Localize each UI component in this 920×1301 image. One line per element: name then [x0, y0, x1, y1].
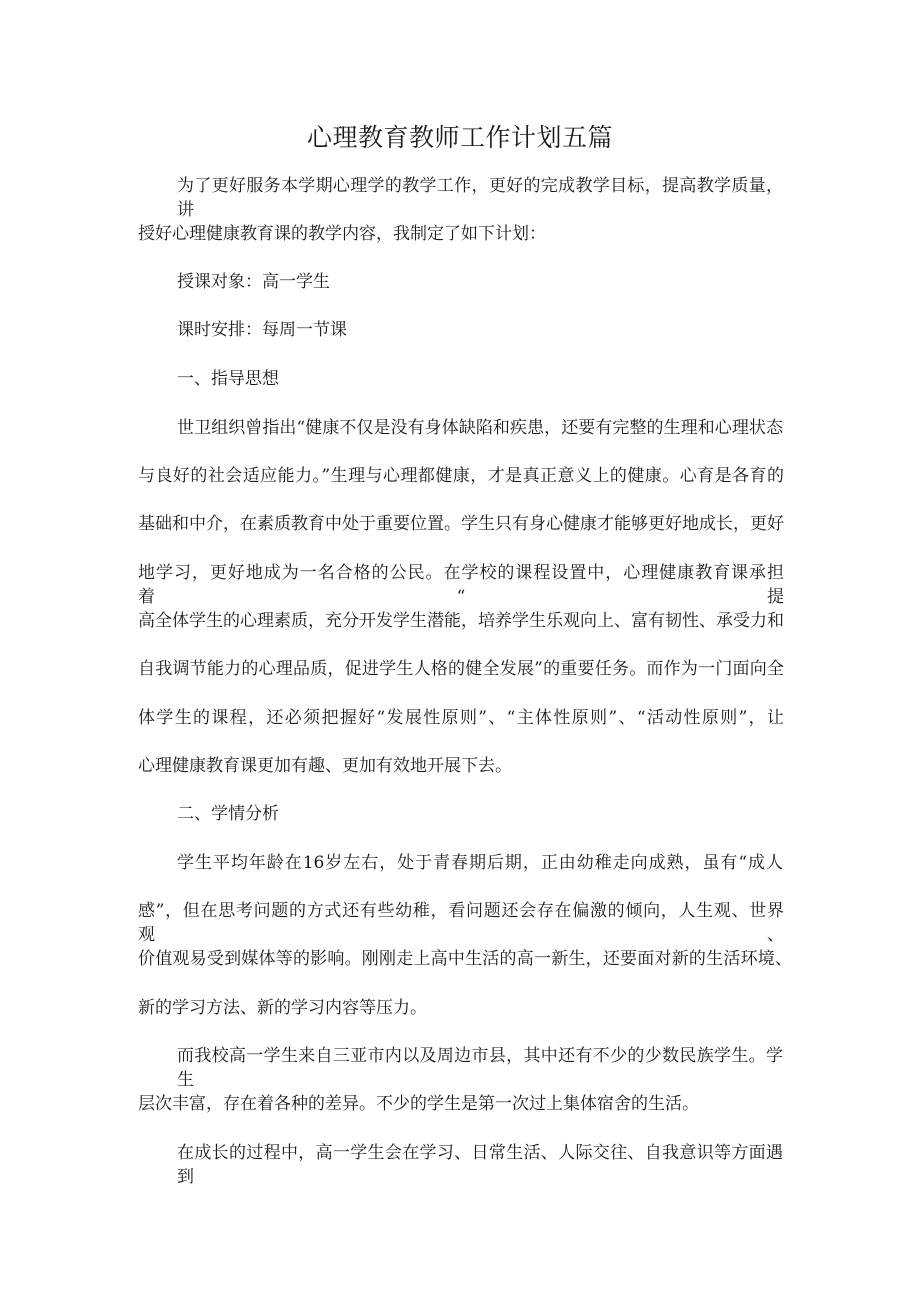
paragraph-line: 感”，但在思考问题的方式还有些幼稚，看问题还会存在偏激的倾向，人生观、世界观、	[138, 901, 784, 945]
paragraph-line: 学生平均年龄在16岁左右，处于青春期后期，正由幼稚走向成熟，虽有“成人	[177, 853, 783, 873]
paragraph-line: 为了更好服务本学期心理学的教学工作，更好的完成教学目标，提高教学质量，讲	[177, 176, 783, 220]
course-target-line: 授课对象：高一学生	[177, 272, 330, 292]
paragraph-line: 与良好的社会适应能力。”生理与心理都健康，才是真正意义上的健康。心育是各育的	[138, 466, 784, 486]
paragraph-line: 新的学习方法、新的学习内容等压力。	[138, 998, 427, 1018]
paragraph-line: 在成长的过程中，高一学生会在学习、日常生活、人际交往、自我意识等方面遇到	[177, 1143, 783, 1187]
paragraph-line: 地学习，更好地成为一名合格的公民。在学校的课程设置中，心理健康教育课承担着“提	[138, 563, 784, 607]
paragraph-line: 授好心理健康教育课的教学内容，我制定了如下计划：	[138, 224, 546, 244]
paragraph-line: 价值观易受到媒体等的影响。刚刚走上高中生活的高一新生，还要面对新的生活环境、	[138, 949, 792, 969]
paragraph-line: 体学生的课程，还必须把握好“发展性原则”、“主体性原则”、“活动性原则”，让	[138, 708, 784, 728]
paragraph-line: 世卫组织曾指出“健康不仅是没有身体缺陷和疾患，还要有完整的生理和心理状态	[177, 418, 783, 438]
schedule-line: 课时安排：每周一节课	[177, 320, 347, 340]
section-heading-2: 二、学情分析	[177, 804, 279, 824]
paragraph-line: 心理健康教育课更加有趣、更加有效地开展下去。	[138, 756, 512, 776]
paragraph-line: 而我校高一学生来自三亚市内以及周边市县，其中还有不少的少数民族学生。学生	[177, 1046, 783, 1090]
paragraph-line: 高全体学生的心理素质，充分开发学生潜能，培养学生乐观向上、富有韧性、承受力和	[138, 611, 784, 631]
section-heading-1: 一、指导思想	[177, 369, 279, 389]
paragraph-line: 自我调节能力的心理品质，促进学生人格的健全发展”的重要任务。而作为一门面向全	[138, 659, 784, 679]
paragraph-line: 层次丰富，存在着各种的差异。不少的学生是第一次过上集体宿舍的生活。	[138, 1094, 699, 1114]
document-title: 心理教育教师工作计划五篇	[306, 123, 613, 152]
paragraph-line: 基础和中介，在素质教育中处于重要位置。学生只有身心健康才能够更好地成长，更好	[138, 514, 784, 534]
